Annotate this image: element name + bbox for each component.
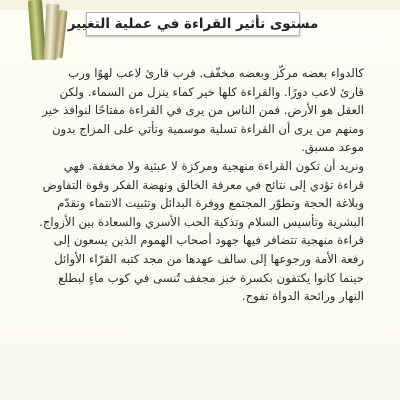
text-line: رفعة الأمة ورجوعها إلى سالف عهدها من مجد كتبه القرّاء الأوائل xyxy=(54,251,364,266)
text-line: كالدواء بعضه مركّز وبعضه مخفّف. فرب قارئ لاعب لهوًا ورب xyxy=(68,66,364,80)
text-line: قراءة تؤدي إلى نتائج في معرفة الخالق ونهضة الفكر وقوة التفاوض xyxy=(42,177,364,192)
page-title: مستوى تأثير القراءة في عملية التغيير xyxy=(67,16,319,32)
text-line: قراءة منهجية تتضافر فيها جهود أصحاب الهموم الذين يسعون إلى xyxy=(53,233,364,248)
text-line: ونريد أن تكون القراءة منهجية ومركزة لا عبثية ولا مخففة. فهي xyxy=(63,158,364,173)
text-line: النهار ورائحة الدواة تفوح. xyxy=(241,289,364,304)
text-line: حينما كانوا يكتفون بكسرة خبز مجفف تُنسى في كوب ماءٍ لبطلع xyxy=(58,270,364,285)
body-text xyxy=(36,64,364,306)
text-line: قارئ لاعب دورًا. والقراءة كلها خير كماء ينزل من السماء. ولكن xyxy=(59,84,364,99)
text-line: العقل هو الأرض. فمن الناس من يرى في القراءة مفتاحًا لنوافذ خير xyxy=(42,103,364,118)
text-line: موعد مسبق. xyxy=(301,140,364,155)
title-banner xyxy=(67,12,319,36)
scrolls-illustration xyxy=(28,0,68,62)
text-line: ومنهم من يرى أن القراءة تسلية موسمية وتأتي على المزاج بدون xyxy=(51,121,364,136)
text-line: البشرية وتأسيس السلام وتذكية الحب الأسري والسعادة بين الأزواج. xyxy=(39,214,364,229)
text-line: وبلاغة الحجة وتطوّر المجتمع ووفرة البدائل وتثبيت الانتماء وتقدّم xyxy=(57,196,364,211)
